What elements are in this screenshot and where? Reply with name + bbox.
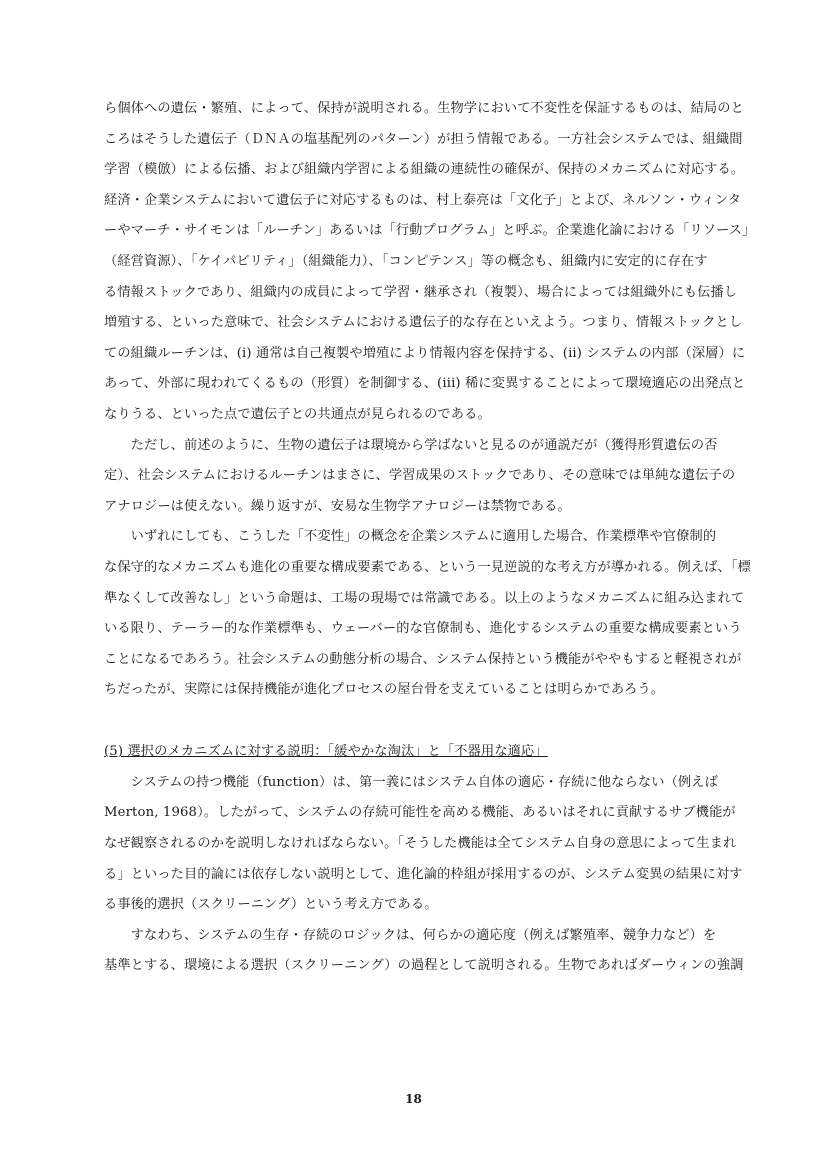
body-line-28: 基準とする、環境による選択（スクリーニング）の過程として説明される。生物であればダーウィンの強調 <box>104 958 744 973</box>
body-line-15: いずれにしても、こうした「不変性」の概念を企業システムに適用した場合、作業標準や官僚制的 <box>104 529 717 544</box>
body-line-18: いる限り、テーラー的な作業標準も、ウェーバー的な官僚制も、進化するシステムの重要な構成要素という <box>104 621 742 636</box>
body-line-2: ころはそうした遺伝子（ＤＮＡの塩基配列のパターン）が担う情報である。一方社会システムでは、組織間 <box>104 132 743 147</box>
body-line-11: なりうる、といった点で遺伝子との共通点が見られるのである。 <box>104 407 491 422</box>
body-line-10: あって、外部に現われてくるもの（形質）を制御する、(iii) 稀に変異することによって環境適応の出発点と <box>104 376 746 391</box>
section-heading: (5) 選択のメカニズムに対する説明：「緩やかな淘汰」と「不器用な適応」 <box>104 744 548 759</box>
body-line-7: る情報ストックであり、組織内の成員によって学習・継承され（複製）、場合によっては組織外にも伝播し <box>104 285 738 300</box>
body-line-13: 定）、社会システムにおけるルーチンはまさに、学習成果のストックであり、その意味では単純な遺伝子の <box>104 468 736 483</box>
body-line-3: 学習（模倣）による伝播、および組織内学習による組織の連続性の確保が、保持のメカニズムに対応する。 <box>104 162 745 177</box>
body-line-24: なぜ観察されるのかを説明しなければならない。「そうした機能は全てシステム自身の意思によって生まれ <box>104 836 737 851</box>
body-line-1: ら個体への遺伝・繁殖、によって、保持が説明される。生物学において不変性を保証するものは、結局のと <box>104 101 744 116</box>
body-line-16: な保守的なメカニズムも進化の重要な構成要素である、という一見逆説的な考え方が導かれる。例えば、「標 <box>104 560 751 575</box>
body-line-19: ことになるであろう。社会システムの動態分析の場合、システム保持という機能がややもすると軽視されが <box>104 652 742 667</box>
body-line-4: 経済・企業システムにおいて遺伝子に対応するものは、村上泰亮は「文化子」とよび、ネルソン・ウィンタ <box>104 193 742 208</box>
body-line-8: 増殖する、といった意味で、社会システムにおける遺伝子的な存在といえよう。つまり、情報ストックとし <box>104 315 743 330</box>
body-line-27: すなわち、システムの生存・存続のロジックは、何らかの適応度（例えば繁殖率、競争力など）を <box>104 928 717 943</box>
body-line-12: ただし、前述のように、生物の遺伝子は環境から学ばないと見るのが通説だが（獲得形質遺伝の否 <box>104 438 718 453</box>
body-line-17: 準なくして改善なし」という命題は、工場の現場では常識である。以上のようなメカニズムに組み込まれて <box>104 591 745 606</box>
body-line-25: る」といった目的論には依存しない説明として、進化論的枠組が採用するのが、システム変異の結果に対す <box>104 867 743 882</box>
body-line-14: アナロジーは使えない。繰り返すが、安易な生物学アナロジーは禁物である。 <box>104 499 571 514</box>
body-line-5: ーやマーチ・サイモンは「ルーチン」あるいは「行動プログラム」と呼ぶ。企業進化論における「リソース」 <box>104 223 756 238</box>
body-line-6: （経営資源）、「ケイパビリティ」（組織能力）、「コンピテンス」等の概念も、組織内に安定的に存在す <box>104 254 708 269</box>
body-line-22: システムの持つ機能（function）は、第一義にはシステム自体の適応・存続に他ならない（例えば <box>104 775 718 790</box>
body-line-20: ちだったが、実際には保持機能が進化プロセスの屋台骨を支えていることは明らかであろう。 <box>104 682 665 697</box>
body-line-9: ての組織ルーチンは、(i) 通常は自己複製や増殖により情報内容を保持する、(ii) システムの内部（深層）に <box>104 346 746 361</box>
body-line-26: る事後的選択（スクリーニング）という考え方である。 <box>104 897 438 912</box>
body-line-23: Merton, 1968）。したがって、システムの存続可能性を高める機能、あるいはそれに貢献するサブ機能が <box>104 805 736 820</box>
page-number: 18 <box>405 1092 422 1106</box>
